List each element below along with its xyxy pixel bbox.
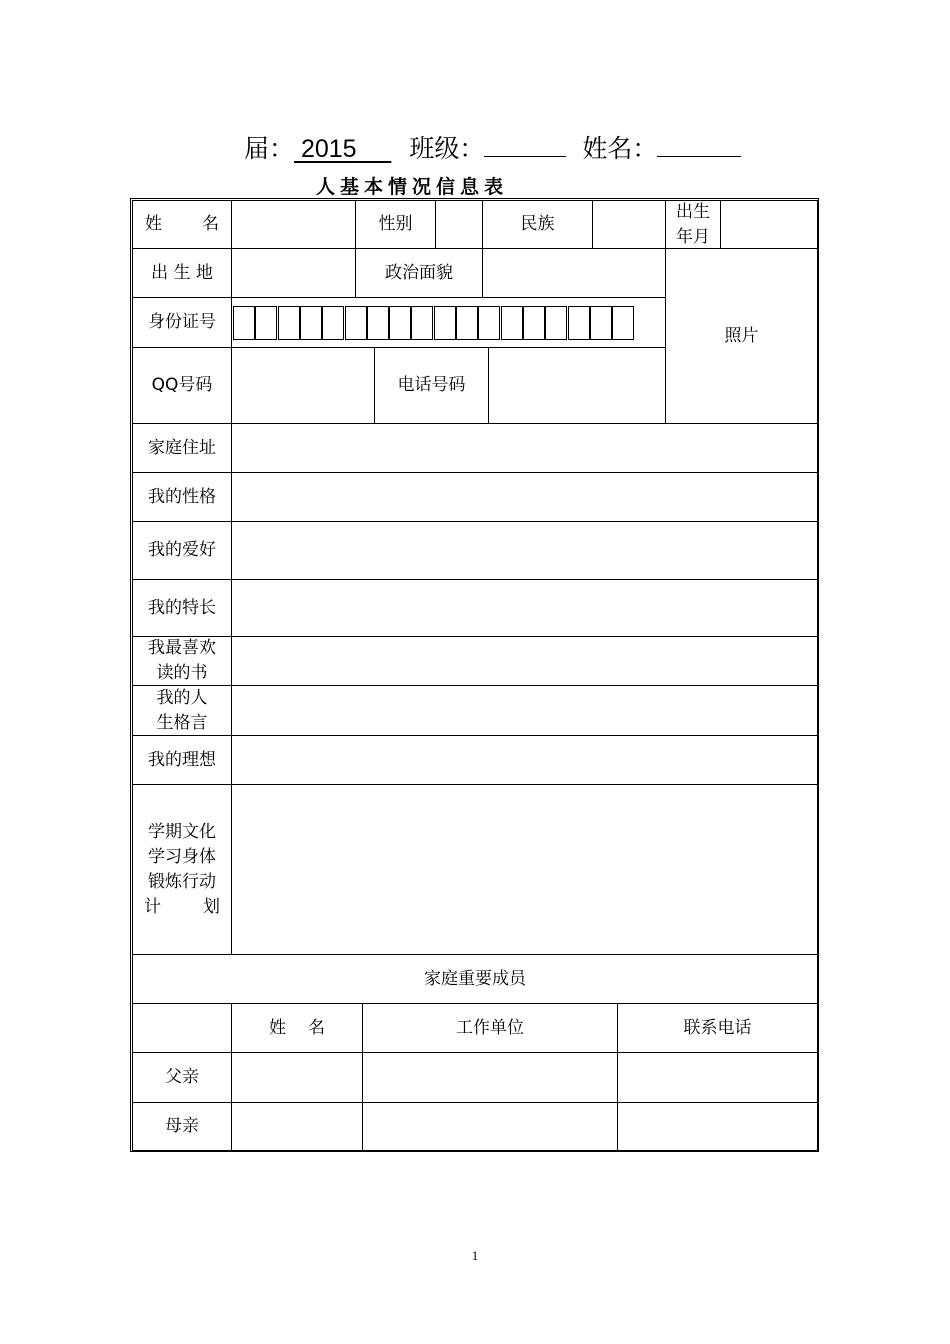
- id-digit-box[interactable]: [367, 306, 389, 340]
- label-birthplace: 出 生 地: [132, 248, 232, 298]
- field-address[interactable]: [231, 423, 818, 473]
- label-hobbies: 我的爱好: [132, 521, 232, 580]
- family-mother-work[interactable]: [362, 1102, 618, 1151]
- id-digit-box[interactable]: [612, 306, 634, 340]
- label-motto: 我的人 生格言: [132, 685, 232, 736]
- page-number: 1: [471, 1248, 479, 1263]
- field-birth[interactable]: [720, 200, 818, 249]
- label-name: 姓 名: [132, 200, 232, 249]
- field-personality[interactable]: [231, 472, 818, 522]
- session-value: 2015: [300, 135, 357, 163]
- family-title: 家庭重要成员: [132, 954, 818, 1004]
- id-digit-box[interactable]: [456, 306, 478, 340]
- id-digit-box[interactable]: [300, 306, 322, 340]
- label-favorite-book: 我最喜欢 读的书: [132, 636, 232, 686]
- photo-area[interactable]: 照片: [665, 248, 818, 424]
- family-header-blank: [132, 1003, 232, 1053]
- id-digit-box[interactable]: [345, 306, 367, 340]
- field-favorite-book[interactable]: [231, 636, 818, 686]
- id-digit-box[interactable]: [389, 306, 411, 340]
- id-digit-box[interactable]: [478, 306, 500, 340]
- id-digit-box[interactable]: [590, 306, 612, 340]
- label-qq: QQ号码: [132, 347, 232, 424]
- id-digit-box[interactable]: [568, 306, 590, 340]
- family-col-work: 工作单位: [362, 1003, 618, 1053]
- id-digit-box[interactable]: [278, 306, 300, 340]
- family-father-label: 父亲: [132, 1052, 232, 1103]
- field-gender[interactable]: [435, 200, 483, 249]
- family-father-work[interactable]: [362, 1052, 618, 1103]
- id-digit-box[interactable]: [255, 306, 277, 340]
- field-ethnicity[interactable]: [592, 200, 666, 249]
- family-col-name: 姓 名: [231, 1003, 363, 1053]
- field-motto[interactable]: [231, 685, 818, 736]
- family-mother-name[interactable]: [231, 1102, 363, 1151]
- label-birth: 出生 年月: [665, 200, 721, 249]
- header-line: [244, 128, 741, 168]
- family-father-phone[interactable]: [617, 1052, 818, 1103]
- label-ideal: 我的理想: [132, 735, 232, 785]
- label-phone: 电话号码: [374, 347, 489, 424]
- field-hobbies[interactable]: [231, 521, 818, 580]
- field-name[interactable]: [231, 200, 356, 249]
- id-digit-box[interactable]: [322, 306, 344, 340]
- name-blank[interactable]: [657, 128, 741, 157]
- label-political: 政治面貌: [355, 248, 483, 298]
- id-digit-box[interactable]: [233, 306, 255, 340]
- id-digit-box[interactable]: [434, 306, 456, 340]
- label-specialty: 我的特长: [132, 579, 232, 637]
- label-id-number: 身份证号: [132, 297, 232, 348]
- label-personality: 我的性格: [132, 472, 232, 522]
- field-plan[interactable]: [231, 784, 818, 955]
- id-digit-box[interactable]: [411, 306, 433, 340]
- id-digit-box[interactable]: [501, 306, 523, 340]
- family-mother-phone[interactable]: [617, 1102, 818, 1151]
- class-blank[interactable]: [484, 128, 566, 157]
- label-gender: 性别: [355, 200, 436, 249]
- field-phone[interactable]: [488, 347, 666, 424]
- family-father-name[interactable]: [231, 1052, 363, 1103]
- label-plan: 学期文化 学习身体 锻炼行动 计 划: [132, 784, 232, 955]
- field-specialty[interactable]: [231, 579, 818, 637]
- field-birthplace[interactable]: [231, 248, 356, 298]
- name-label: 姓名：: [582, 134, 658, 163]
- class-label: 班级：: [409, 134, 485, 163]
- label-address: 家庭住址: [132, 423, 232, 473]
- label-ethnicity: 民族: [482, 200, 593, 249]
- field-political[interactable]: [482, 248, 666, 298]
- field-ideal[interactable]: [231, 735, 818, 785]
- id-digit-box[interactable]: [545, 306, 567, 340]
- form-subtitle: 人基本情况信息表: [316, 176, 509, 198]
- family-col-phone: 联系电话: [617, 1003, 818, 1053]
- session-label: 届：: [244, 134, 295, 163]
- id-digit-box[interactable]: [523, 306, 545, 340]
- field-qq[interactable]: [231, 347, 375, 424]
- family-mother-label: 母亲: [132, 1102, 232, 1151]
